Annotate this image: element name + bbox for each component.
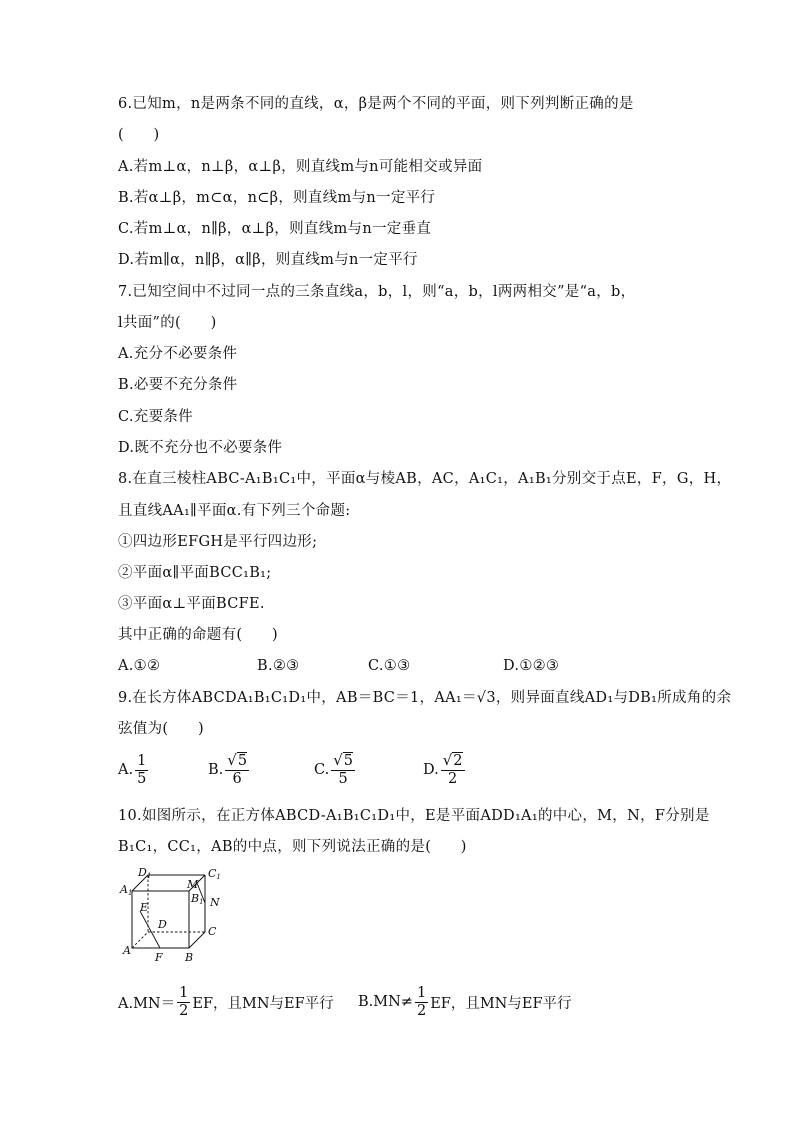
q7-option-d: D.既不充分也不必要条件 xyxy=(118,440,283,456)
q9-option-a xyxy=(118,750,150,790)
sqrt-icon: √ xyxy=(227,751,237,769)
radicand: 2 xyxy=(453,753,463,769)
q9-option-d-fraction xyxy=(441,752,465,788)
q10-stem-line2: B₁C₁，CC₁，AB的中点，则下列说法正确的是( ) xyxy=(118,839,467,855)
label-c1: C1 xyxy=(208,867,221,881)
denominator: 6 xyxy=(232,771,242,787)
numerator: 1 xyxy=(179,984,189,1001)
numerator xyxy=(441,752,465,771)
denominator: 2 xyxy=(416,1002,427,1019)
q8-option-c: C.①③ xyxy=(368,658,411,674)
q8-option-b: B.②③ xyxy=(257,658,300,674)
q7-option-b: B.必要不充分条件 xyxy=(118,377,238,393)
label-e: E xyxy=(140,901,149,914)
q9-option-c-label: C. xyxy=(314,762,330,778)
numerator: 1 xyxy=(137,752,147,769)
q10-option-b-fraction xyxy=(415,985,428,1020)
q10-options xyxy=(118,982,718,1022)
denominator: 2 xyxy=(448,771,458,787)
label-b1: B1 xyxy=(191,892,204,906)
q9-option-c-fraction xyxy=(331,752,355,788)
label-a1: A1 xyxy=(120,883,133,897)
q10-option-b-suffix: EF，且MN与EF平行 xyxy=(430,995,572,1012)
q8-stem-line1: 8.在直三棱柱ABC-A₁B₁C₁中，平面α与棱AB，AC，A₁C₁，A₁B₁分别交于点E，F，G，H， xyxy=(118,471,732,487)
label-f: F xyxy=(155,951,163,964)
label-m: M xyxy=(187,878,199,891)
q7-stem-line1: 7.已知空间中不过同一点的三条直线a，b，l，则“a，b，l两两相交”是“a，b， xyxy=(118,284,636,300)
numerator xyxy=(331,752,355,771)
q9-option-a-label: A. xyxy=(118,762,134,778)
q7-stem-line2: l共面”的( ) xyxy=(118,315,217,331)
q8-proposition-3: ③平面α⊥平面BCFE. xyxy=(118,596,265,612)
q6-stem-line2: ( ) xyxy=(118,127,160,143)
label-c: C xyxy=(208,925,217,938)
q10-option-a-suffix: EF，且MN与EF平行 xyxy=(192,995,334,1012)
q6-option-a: A.若m⊥α，n⊥β，α⊥β，则直线m与n可能相交或异面 xyxy=(118,159,483,175)
q10-stem-line1: 10.如图所示，在正方体ABCD-A₁B₁C₁D₁中，E是平面ADD₁A₁的中心，M，N，F分别是 xyxy=(118,808,710,824)
q10-option-a xyxy=(118,982,334,1022)
q6-option-d: D.若m∥α，n∥β，α∥β，则直线m与n一定平行 xyxy=(118,252,418,268)
denominator: 2 xyxy=(179,1002,189,1019)
label-a: A xyxy=(123,944,131,957)
q8-proposition-2: ②平面α∥平面BCC₁B₁; xyxy=(118,565,272,581)
q8-question: 其中正确的命题有( ) xyxy=(118,627,278,643)
denominator: 5 xyxy=(338,771,348,787)
sqrt-icon: √ xyxy=(442,751,453,769)
q6-option-c: C.若m⊥α，n∥β，α⊥β，则直线m与n一定垂直 xyxy=(118,221,432,237)
q9-stem-line1: 9.在长方体ABCDA₁B₁C₁D₁中，AB＝BC＝1，AA₁＝√3，则异面直线AD₁与DB₁所成角的余 xyxy=(118,690,732,706)
q8-option-d: D.①②③ xyxy=(503,658,560,674)
q9-option-b-fraction xyxy=(225,752,249,788)
numerator xyxy=(225,752,249,771)
q7-option-a: A.充分不必要条件 xyxy=(118,346,238,362)
label-b: B xyxy=(185,951,194,964)
q10-option-a-prefix: A.MN＝ xyxy=(118,995,176,1012)
denominator: 5 xyxy=(137,770,147,787)
numerator: 1 xyxy=(416,984,427,1001)
q10-option-a-fraction xyxy=(177,985,190,1020)
q9-option-b xyxy=(208,750,251,790)
q9-options xyxy=(118,750,718,790)
q9-option-b-label: B. xyxy=(208,762,224,778)
radicand: 5 xyxy=(343,753,353,769)
q7-option-c: C.充要条件 xyxy=(118,409,193,425)
label-n: N xyxy=(210,896,220,909)
cube-figure xyxy=(118,865,228,965)
q9-option-a-fraction xyxy=(135,753,148,788)
label-d1: D1 xyxy=(138,866,152,880)
q9-stem-line2: 弦值为( ) xyxy=(118,721,204,737)
sqrt-icon: √ xyxy=(333,751,343,769)
label-d: D xyxy=(158,918,167,931)
q8-proposition-1: ①四边形EFGH是平行四边形; xyxy=(118,534,318,550)
q8-option-a: A.①② xyxy=(118,658,161,674)
q8-stem-line2: 且直线AA₁∥平面α.有下列三个命题: xyxy=(118,503,351,519)
q10-option-b-prefix: B.MN≠ xyxy=(358,994,413,1010)
q10-option-b xyxy=(358,982,572,1022)
q9-option-d-label: D. xyxy=(423,762,439,778)
q6-stem-line1: 6.已知m，n是两条不同的直线，α，β是两个不同的平面，则下列判断正确的是 xyxy=(118,96,634,112)
q9-option-d xyxy=(423,750,467,790)
q9-option-c xyxy=(314,750,357,790)
q6-option-b: B.若α⊥β，m⊂α，n⊂β，则直线m与n一定平行 xyxy=(118,190,436,206)
radicand: 5 xyxy=(237,753,248,769)
